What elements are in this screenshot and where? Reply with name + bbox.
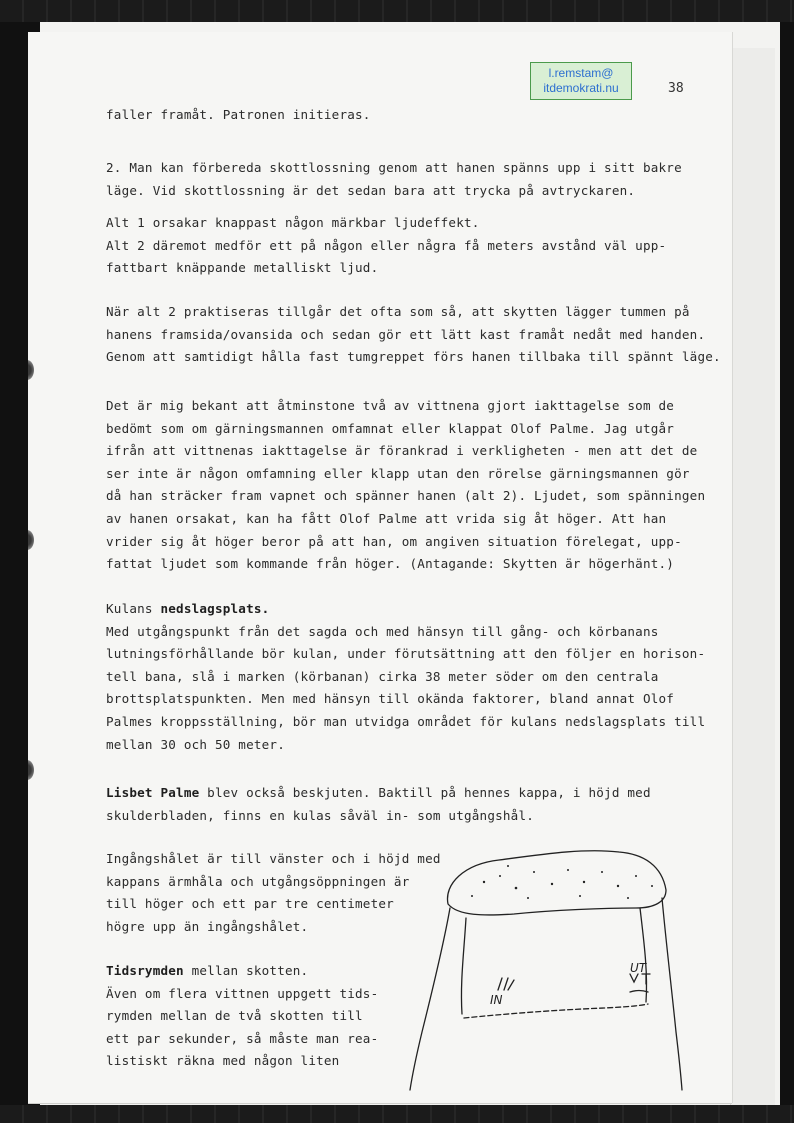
text-line: till höger och ett par tre centimeter [106, 896, 394, 912]
watermark-line-1: l.remstam@ [548, 66, 614, 80]
punch-hole [28, 530, 34, 550]
text-line: vrider sig åt höger beror på att han, om angiven situation förelegat, upp- [106, 533, 682, 549]
text-line: då han sträcker fram vapnet och spänner hanen (alt 2). Ljudet, som spänningen [106, 488, 706, 504]
text-line: lutningsförhållande bör kulan, under förutsättning att den följer en horison- [106, 646, 706, 662]
text-line: Även om flera vittnen uppgett tids- [106, 985, 379, 1001]
text-line [106, 782, 726, 805]
photo-frame-top [0, 0, 794, 22]
coat-sketch [404, 842, 704, 1092]
watermark-stamp [530, 62, 632, 100]
label-in: IN [490, 993, 503, 1007]
coat-left-seam [461, 918, 466, 1014]
text-line: fattat ljudet som kommande från höger. (Antagande: Skytten är högerhänt.) [106, 556, 675, 572]
paragraph-5 [106, 395, 726, 576]
label-ut: UT [630, 961, 647, 975]
heading-bold: Tidsrymden [106, 963, 184, 978]
heading-bold: nedslagsplats. [160, 601, 270, 616]
text-line: ser inte är någon omfamning eller klapp utan den rörelse gärningsmannen gör [106, 465, 690, 481]
text-line: kappans ärmhåla och utgångsöppningen är [106, 873, 410, 889]
section-heading [106, 598, 726, 621]
text-line: bedömt som om gärningsmannen omfamnat eller klappat Olof Palme. Jag utgår [106, 420, 675, 436]
side-sheet-edge [730, 48, 775, 1108]
heading-prefix: Kulans [106, 601, 161, 616]
lisbet-text: blev också beskjuten. Baktill på hennes kappa, i höjd med [199, 785, 651, 800]
text-line: mellan 30 och 50 meter. [106, 736, 285, 752]
section-tidsrymden [106, 960, 436, 1073]
photo-frame-bottom [0, 1105, 794, 1123]
text-line: Palmes kroppsställning, bör man utvidga området för kulans nedslagsplats till [106, 713, 706, 729]
text-line: Alt 1 orsakar knappast någon märkbar ljudeffekt. [106, 215, 480, 230]
text-line: skulderbladen, finns en kulas såväl in- som utgångshål. [106, 807, 535, 823]
page-number: 38 [668, 81, 684, 96]
text-line: fattbart knäppande metalliskt ljud. [106, 260, 379, 276]
lisbet-name: Lisbet Palme [106, 785, 200, 800]
document-page [28, 32, 732, 1103]
section-heading [106, 960, 436, 983]
paragraph-4 [106, 301, 726, 369]
text-line: brottsplatspunkten. Men med hänsyn till okända faktorer, bland annat Olof [106, 691, 675, 707]
coat-left-edge [410, 908, 450, 1090]
in-marks [498, 978, 514, 990]
text-line: Genom att samtidigt hålla fast tumgreppet förs hanen tillbaka till spännt läge. [106, 349, 721, 365]
text-line: rymden mellan de två skotten till [106, 1008, 363, 1024]
paragraph-lisbet [106, 782, 726, 827]
text-line: ett par sekunder, så måste man rea- [106, 1030, 379, 1046]
text-line: av hanen orsakat, kan ha fått Olof Palme att vrida sig åt höger. Att han [106, 510, 667, 526]
text-line: läge. Vid skottlossning är det sedan bara att trycka på avtryckaren. [106, 182, 636, 198]
punch-hole [28, 760, 34, 780]
collar-texture [471, 865, 653, 899]
text-line: När alt 2 praktiseras tillgår det ofta som så, att skytten lägger tummen på [106, 304, 690, 319]
text-line: 2. Man kan förbereda skottlossning genom att hanen spänns upp i sitt bakre [106, 160, 682, 175]
text-line: Alt 2 däremot medför ett på någon eller några få meters avstånd väl upp- [106, 237, 667, 253]
coat-right-edge [662, 898, 682, 1090]
text-line: faller framåt. Patronen initieras. [106, 107, 371, 122]
text-line: hanens framsida/ovansida och sedan gör ett lätt kast framåt nedåt med handen. [106, 326, 706, 342]
coat-right-seam [640, 908, 647, 1002]
paragraph-1 [106, 104, 726, 127]
text-line: Det är mig bekant att åtminstone två av vittnena gjort iakttagelse som de [106, 398, 675, 413]
punch-hole [28, 360, 34, 380]
text-line: Med utgångspunkt från det sagda och med hänsyn till gång- och körbanans [106, 623, 659, 639]
paragraph-2 [106, 157, 726, 202]
heading-rest: mellan skotten. [183, 963, 309, 978]
text-line: Ingångshålet är till vänster och i höjd med [106, 851, 441, 866]
text-line: tell bana, slå i marken (körbanan) cirka 38 meter söder om den centrala [106, 668, 659, 684]
section-nedslagsplats [106, 598, 726, 756]
watermark-line-2: itdemokrati.nu [543, 81, 619, 95]
paragraph-3 [106, 212, 726, 280]
text-line: högre upp än ingångshålet. [106, 918, 309, 934]
text-line: ifrån att vittnenas iakttagelse är förankrad i verkligheten - men att det de [106, 443, 698, 459]
text-line: listiskt räkna med någon liten [106, 1053, 340, 1069]
coat-collar-outline [447, 851, 666, 915]
paragraph-holes [106, 848, 441, 938]
